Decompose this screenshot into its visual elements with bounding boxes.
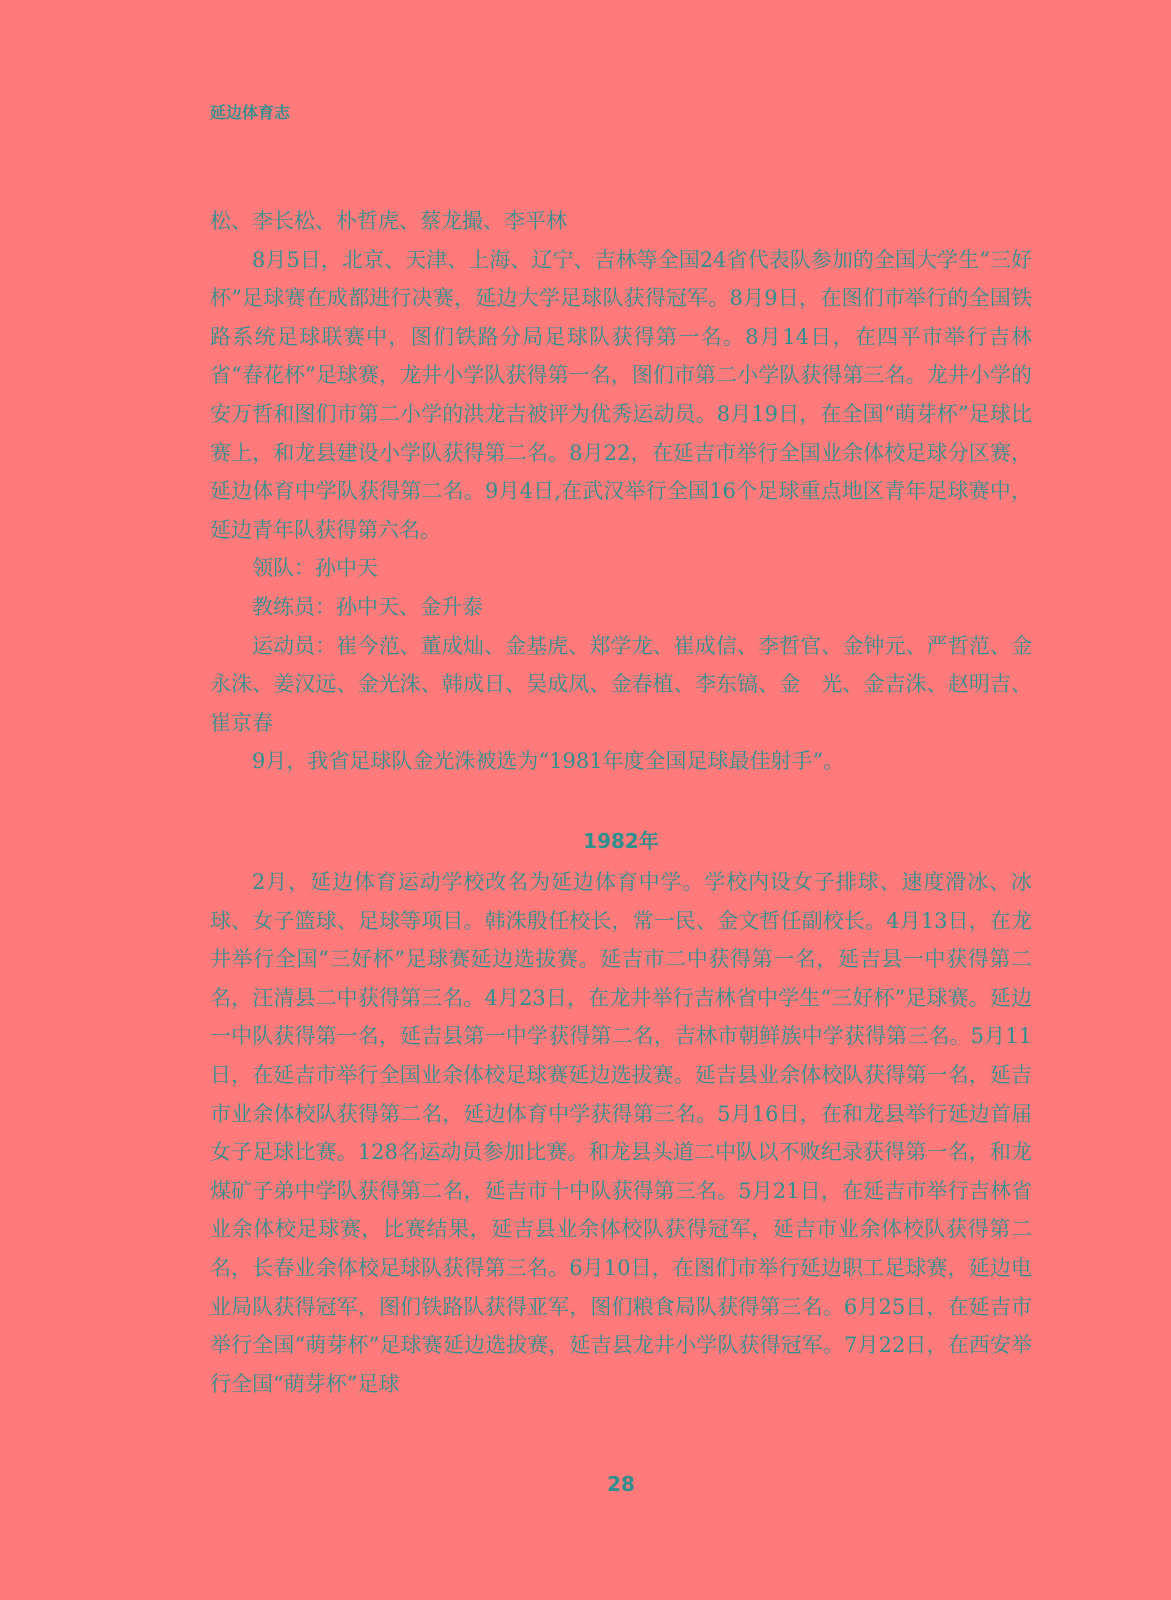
section-1982-text: [210, 863, 1032, 1403]
page-number: 28: [607, 1472, 635, 1496]
section-1981-text: [210, 202, 1032, 781]
paragraph: 运动员：崔今范、董成灿、金基虎、郑学龙、崔成信、李哲官、金钟元、严哲范、金永洙、姜汉远、金光洙、韩成日、吴成凤、金春植、李东镐、金 光、金吉洙、赵明吉、崔京春: [210, 633, 1032, 735]
paragraph: 2月，延边体育运动学校改名为延边体育中学。学校内设女子排球、速度滑冰、冰球、女子篮球、足球等项目。韩洙殷任校长，常一民、金文哲任副校长。4月13日，在龙井举行全国“三好杯”足球赛延边选拔赛。延吉市二中获得第一名，延吉县一中获得第二名，汪清县二中获得第三名。4月23日，在龙井举行吉林省中学生“三好杯”足球赛。延边一中队获得第一名，延吉县第一中学获得第二名，吉林市朝鲜族中学获得第三名。5月11日，在延吉市举行全国业余体校足球赛延边选拔赛。延吉县业余体校队获得第一名，延吉市业余体校队获得第二名，延边体育中学获得第三名。5月16日，在和龙县举行延边首届女子足球比赛。128名运动员参加比赛。和龙县头道二中队以不败纪录获得第一名，和龙煤矿子弟中学队获得第二名，延吉市十中队获得第三名。5月21日，在延吉市举行吉林省业余体校足球赛，比赛结果，延吉县业余体校队获得冠军，延吉市业余体校队获得第二名，长春业余体校足球队获得第三名。6月10日，在图们市举行延边职工足球赛，延边电业局队获得冠军，图们铁路队获得亚军，图们粮食局队获得第三名。6月25日，在延吉市举行全国“萌芽杯”足球赛延边选拔赛，延吉县龙井小学队获得冠军。7月22日，在西安举行全国“萌芽杯”足球: [210, 870, 1032, 1396]
paragraph: 领队：孙中天: [252, 556, 378, 581]
paragraph: 松、李长松、朴哲虎、蔡龙撮、李平林: [210, 209, 567, 233]
paragraph: 9月，我省足球队金光洙被选为“1981年度全国足球最佳射手”。: [252, 749, 845, 774]
running-title: 延边体育志: [210, 103, 291, 122]
section-heading-1982: 1982年: [583, 829, 659, 853]
paragraph: 8月5日，北京、天津、上海、辽宁、吉林等全国24省代表队参加的全国大学生“三好杯”足球赛在成都进行决赛，延边大学足球队获得冠军。8月9日，在图们市举行的全国铁路系统足球联赛中，图们铁路分局足球队获得第一名。8月14日，在四平市举行吉林省“春花杯”足球赛，龙井小学队获得第一名，图们市第二小学队获得第三名。龙井小学的安万哲和图们市第二小学的洪龙吉被评为优秀运动员。8月19日，在全国“萌芽杯”足球比赛上，和龙县建设小学队获得第二名。8月22，在延吉市举行全国业余体校足球分区赛，延边体育中学队获得第二名。9月4日,在武汉举行全国16个足球重点地区青年足球赛中，延边青年队获得第六名。: [210, 247, 1032, 542]
paragraph: 教练员：孙中天、金升泰: [252, 594, 483, 619]
